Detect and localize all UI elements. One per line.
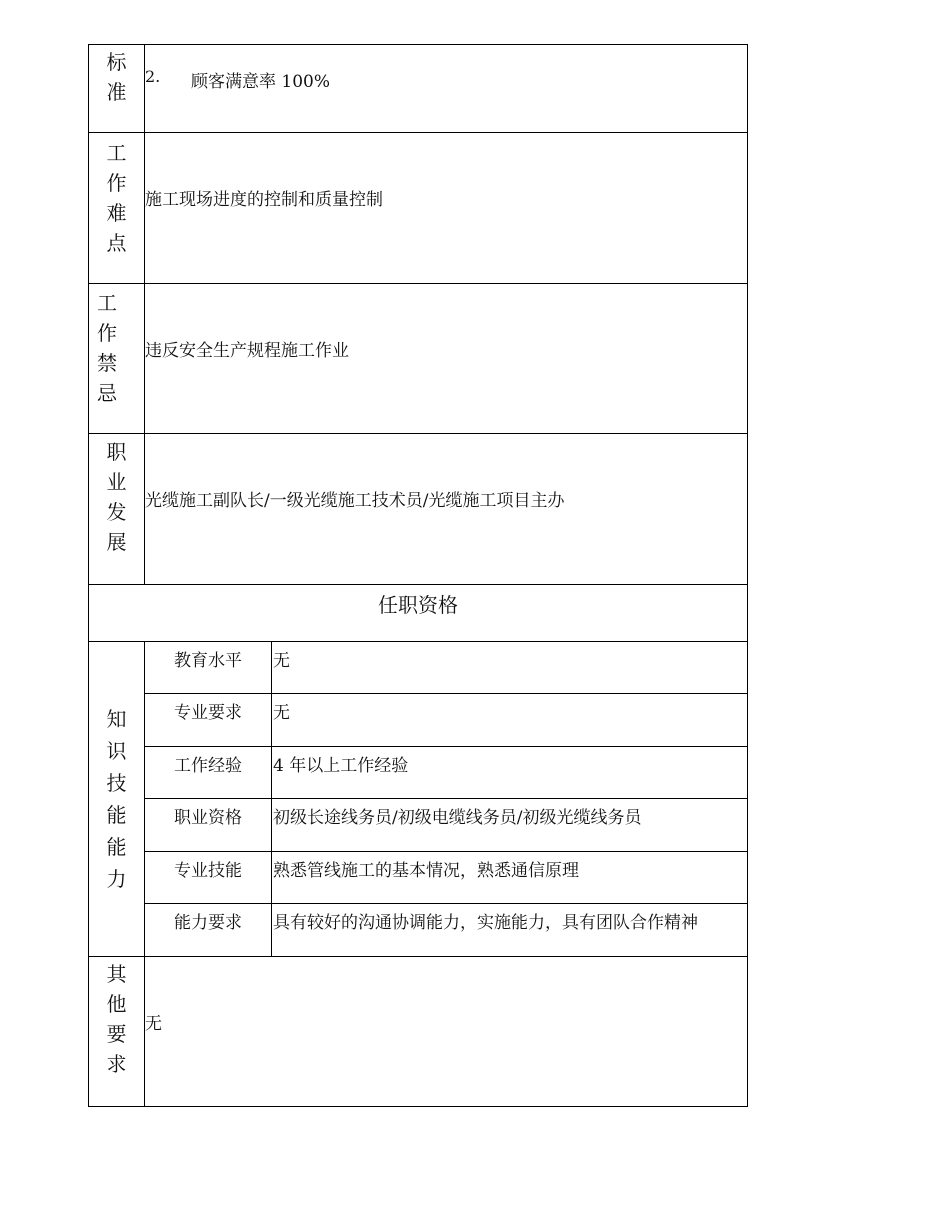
career-content [145,434,747,584]
taboo-row [88,284,748,434]
standard-label: 标 准 [89,45,145,132]
qualification-item: 能力要求 具有较好的沟通协调能力，实施能力，具有团队合作精神 [145,904,747,956]
standard-text: 顾客满意率 100% [191,72,331,92]
career-label: 职 业 发 展 [89,434,145,584]
qualification-item: 职业资格 初级长途线务员/初级电缆线务员/初级光缆线务员 [145,799,747,852]
qualification-group-label: 知 识 技 能 能 力 [89,642,145,956]
difficulty-row [88,133,748,284]
qualification-item: 专业技能 熟悉管线施工的基本情况，熟悉通信原理 [145,852,747,904]
taboo-content [145,284,747,433]
taboo-label: 工 作 禁 忌 [89,284,145,433]
other-row [88,957,748,1107]
difficulty-label: 工 作 难 点 [89,133,145,283]
career-text: 光缆施工副队长/一级光缆施工技术员/光缆施工项目主办 [145,491,565,511]
standard-content [145,45,747,132]
standard-row [88,44,748,133]
qualification-group [88,642,748,957]
qualification-title-row [88,585,748,642]
taboo-text: 违反安全生产规程施工作业 [145,341,349,361]
career-row [88,434,748,585]
qualification-item: 教育水平 无 [145,642,747,694]
other-content [145,957,747,1106]
difficulty-content [145,133,747,283]
other-text: 无 [145,1014,162,1034]
qualification-item: 工作经验 4 年以上工作经验 [145,747,747,799]
qualification-item: 专业要求 无 [145,694,747,747]
difficulty-text: 施工现场进度的控制和质量控制 [145,190,383,210]
qualification-title: 任职资格 [378,593,458,617]
standard-number: 2. [145,67,161,86]
other-label: 其 他 要 求 [89,957,145,1106]
